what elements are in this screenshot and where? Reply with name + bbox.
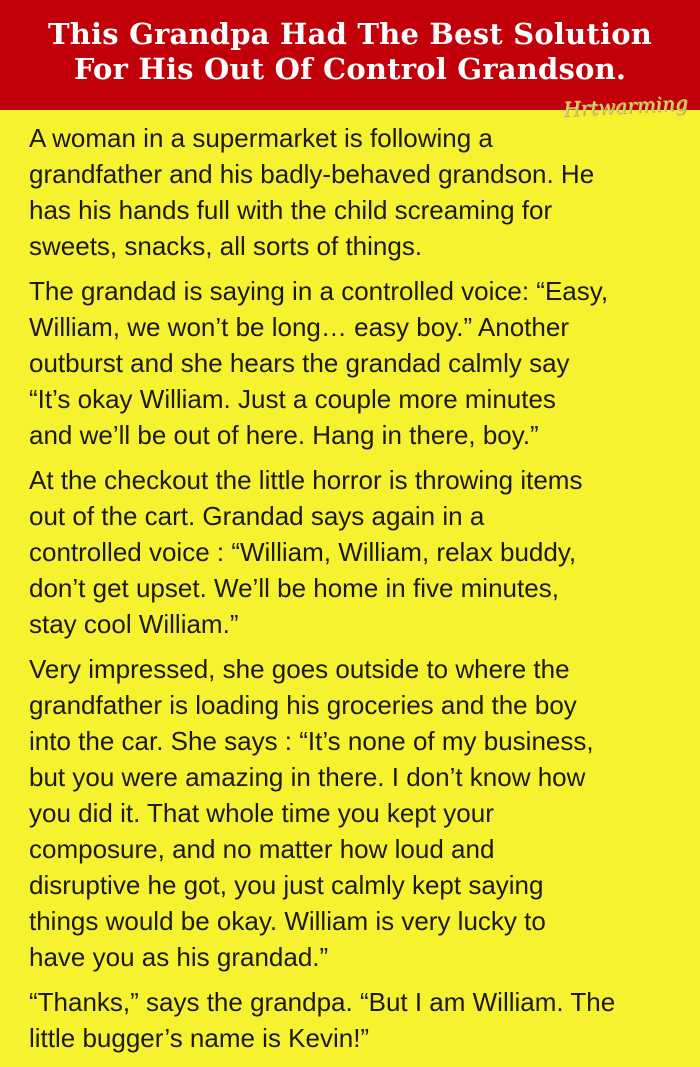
story-paragraph-2: The grandad is saying in a controlled voice: “Easy, William, we won’t be long… easy boy.” Another outburst and she hears the grandad calmly say “It’s okay William. Just a couple more minutes and we’ll be out of here. Hang in there, boy.”	[29, 276, 609, 450]
story-paragraph-4: Very impressed, she goes outside to where the grandfather is loading his groceries and the boy into the car. She says : “It’s none of my business, but you were amazing in there. I don’t know how you did it. That whole time you kept your composure, and no matter how loud and disruptive he got, you just calmly kept saying things would be okay. William is very lucky to have you as his grandad.”	[29, 654, 594, 972]
story-body	[29, 120, 691, 1065]
page-title	[0, 17, 700, 87]
page-title-line-2: For His Out Of Control Grandson.	[73, 52, 627, 86]
story-paragraph-3: At the checkout the little horror is throwing items out of the cart. Grandad says again in a controlled voice : “William, William, relax buddy, don’t get upset. We’ll be home in five minutes, stay cool William.”	[29, 465, 583, 639]
brand-watermark: Hrtwarming	[562, 90, 689, 122]
title-banner	[0, 0, 700, 110]
story-paragraph-1: A woman in a supermarket is following a grandfather and his badly-behaved grandson. He has his hands full with the child screaming for sweets, snacks, all sorts of things.	[29, 123, 595, 261]
story-paragraph-5: “Thanks,” says the grandpa. “But I am William. The little bugger’s name is Kevin!”	[29, 987, 616, 1053]
page-title-line-1: This Grandpa Had The Best Solution	[47, 17, 653, 51]
